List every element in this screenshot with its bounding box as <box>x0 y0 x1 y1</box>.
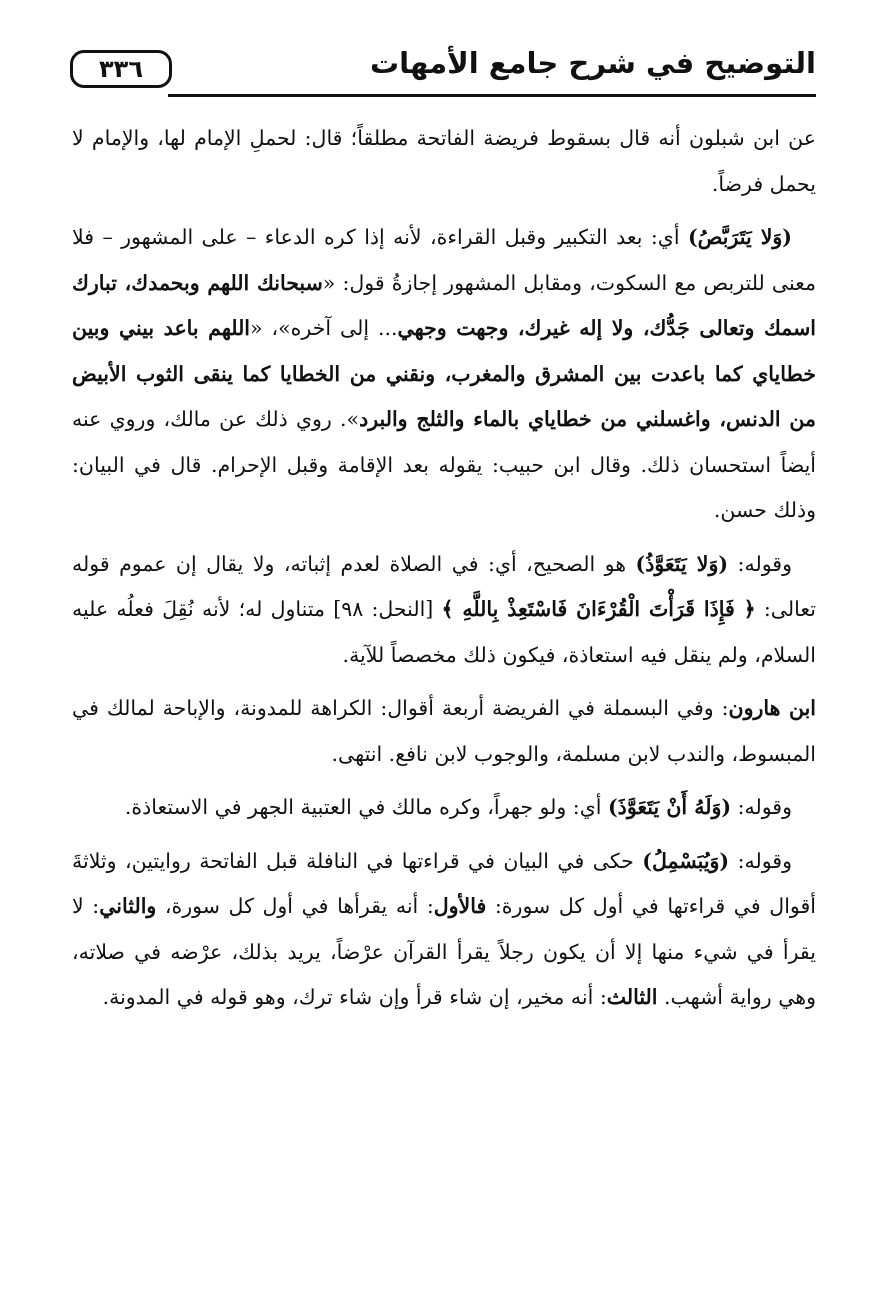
bold-phrase: (وَلَهُ أَنْ يَتَعَوَّذَ) <box>607 795 732 819</box>
text-run: : أنه مخير، إن شاء قرأ وإن شاء ترك، وهو قوله في المدونة. <box>102 985 607 1009</box>
bold-phrase: الثالث <box>606 985 658 1009</box>
body-text <box>72 116 816 1029</box>
text-run: حكى في البيان في قراءتها في النافلة قبل الفاتحة روايتين، وثلاثةَ أقوال في قراءتها في أول كل سورة: <box>72 848 816 918</box>
text-run: [النحل: ٩٨] متناول له؛ لأنه نُقِلَ فعلُه عليه السلام، ولم ينقل فيه استعاذة، فيكون ذلك مخصصاً للآية. <box>72 597 816 667</box>
text-run: : لا يقرأ في شيء منها إلا أن يكون رجلاً يقرأ القرآن عرْضاً، يريد بذلك، عرْضه في صلاته، وهي رواية أشهب. <box>72 894 816 1009</box>
text-run: عن ابن شبلون أنه قال بسقوط فريضة الفاتحة مطلقاً؛ قال: لحملِ الإمام لها، والإمام لا يحمل فرضاً. <box>72 126 816 196</box>
bold-phrase: (وَلا يَتَعَوَّذُ) <box>635 551 729 576</box>
running-title: التوضيح في شرح جامع الأمهات <box>369 46 816 80</box>
bold-phrase: سبحانك اللهم وبحمدك، تبارك اسمك وتعالى جَدُّك، ولا إله غيرك، وجهت وجهي <box>72 270 817 340</box>
paragraph-p2 <box>72 215 816 534</box>
paragraph-p6 <box>72 839 816 1021</box>
page-number: ٣٣٦ <box>70 50 172 88</box>
paragraph-p3 <box>72 542 816 679</box>
header-rule <box>168 94 816 97</box>
text-run: ... إلى آخره»، « <box>250 316 398 340</box>
text-run: ». روي ذلك عن مالك، وروي عنه أيضاً استحسان ذلك. وقال ابن حبيب: يقوله بعد الإقامة وقبل الإحرام. قال في البيان: وذلك حسن. <box>72 407 816 522</box>
text-run: : أنه يقرأها في أول كل سورة، <box>156 894 434 918</box>
text-run: : وفي البسملة في الفريضة أربعة أقوال: الكراهة للمدونة، والإباحة لمالك في المبسوط، والندب لابن مسلمة، والوجوب لابن نافع. انتهى. <box>72 696 816 766</box>
page-header <box>70 42 816 102</box>
bold-phrase: ﴿ فَإِذَا قَرَأْتَ الْقُرْءَانَ فَاسْتَعِذْ بِاللَّهِ ﴾ <box>441 597 756 621</box>
paragraph-p1 <box>72 116 816 207</box>
paragraph-p4 <box>72 686 816 777</box>
bold-phrase: (وَيُبَسْمِلُ) <box>642 848 730 873</box>
bold-phrase: (وَلا يَتَرَبَّصُ) <box>687 225 792 249</box>
text-run: هو الصحيح، أي: في الصلاة لعدم إثباته، ولا يقال إن عموم قوله تعالى: <box>72 551 816 621</box>
text-run: وقوله: <box>731 795 792 819</box>
bold-phrase: والثاني <box>99 894 157 918</box>
bold-phrase: ابن هارون <box>728 696 817 720</box>
paragraph-p5 <box>72 785 816 831</box>
text-run: وقوله: <box>728 551 792 576</box>
bold-phrase: اللهم باعد بيني وبين خطاياي كما باعدت بين المشرق والمغرب، ونقني من الخطايا كما ينقى الثوب الأبيض من الدنس، واغسلني من خطاياي بالماء والثلج والبرد <box>72 316 816 431</box>
text-run: أي: ولو جهراً، وكره مالك في العتبية الجهر في الاستعاذة. <box>124 795 608 819</box>
text-run: أي: بعد التكبير وقبل القراءة، لأنه إذا كره الدعاء – على المشهور – فلا معنى للتربص مع السكوت، ومقابل المشهور إجازةُ قول: « <box>72 225 817 295</box>
bold-phrase: فالأول <box>433 894 487 918</box>
text-run: وقوله: <box>729 848 793 873</box>
